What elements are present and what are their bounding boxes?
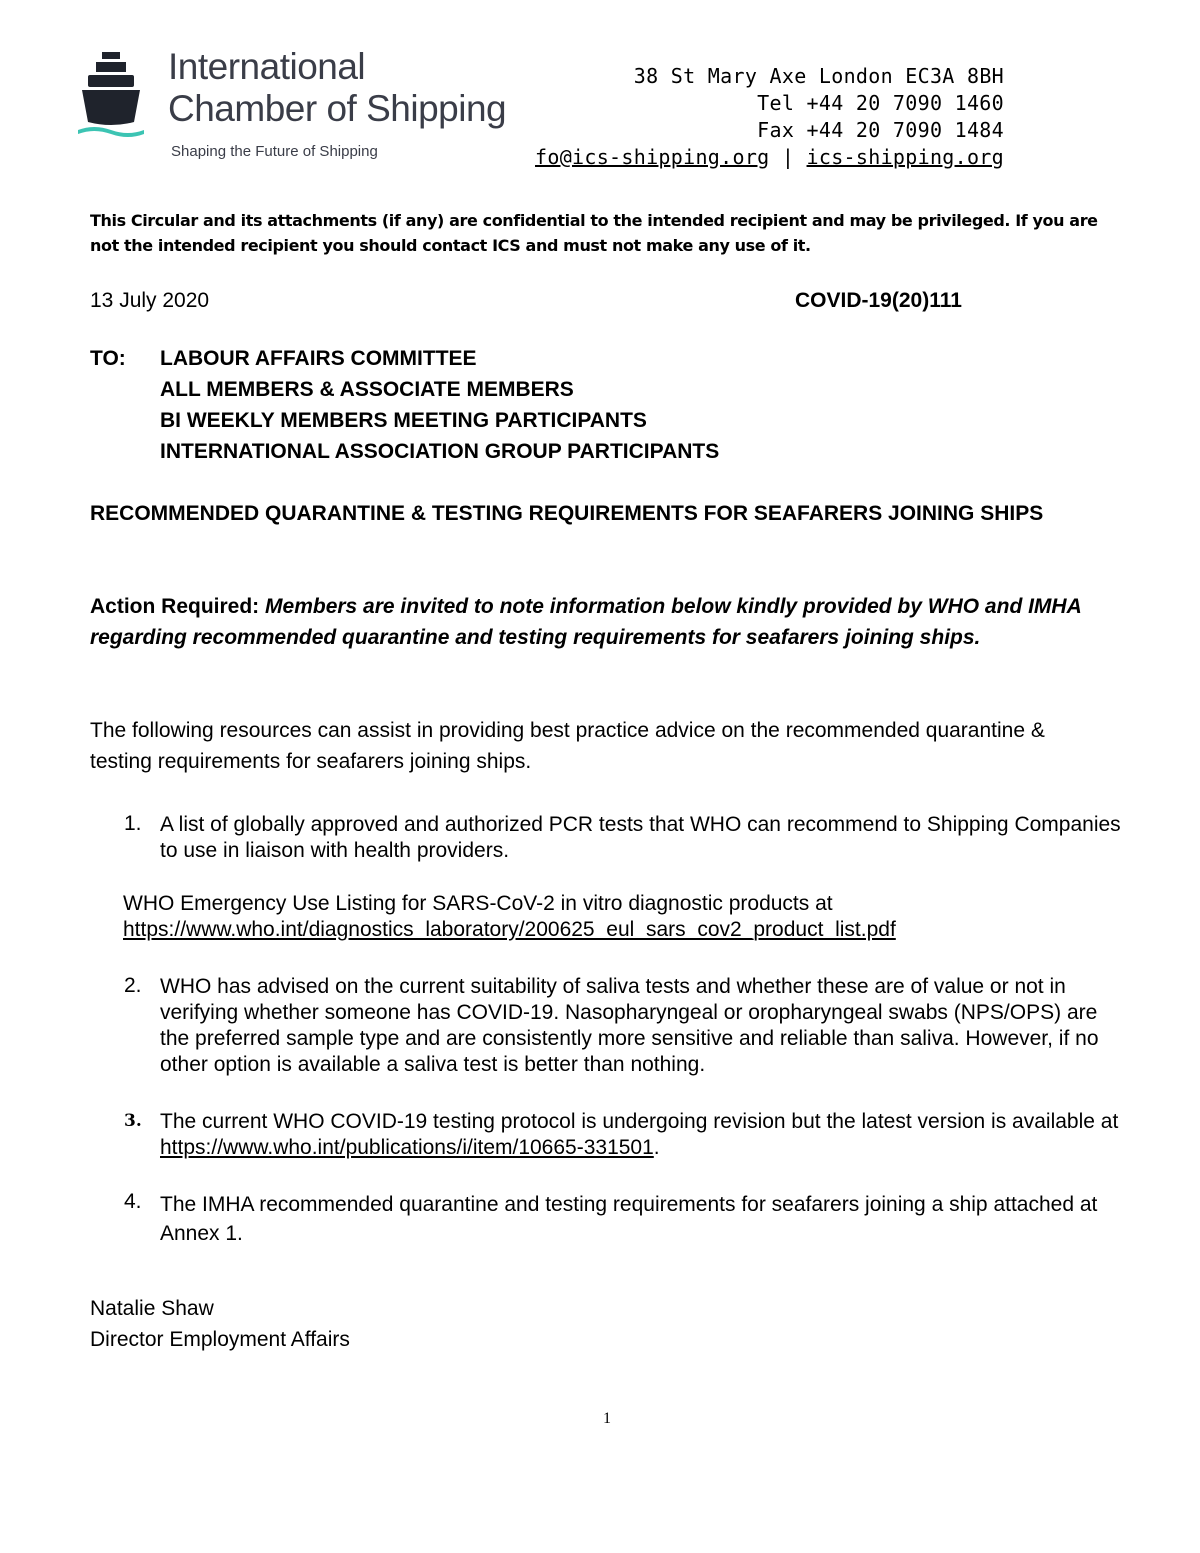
list-item-text: WHO has advised on the current suitability of saliva tests and whether these are of value or not in verifying whether someone has COVID-19. Nasopharyngeal or oropharyngeal swabs (NPS/OPS) are the preferred sample type and are consistently more sensitive and reliable than saliva. However, if no other option is available a saliva test is better than nothing. [160, 975, 1099, 1076]
action-required [90, 591, 1140, 653]
intro-paragraph: The following resources can assist in providing best practice advice on the recommended quarantine & testing requirements for seafarers joining ships. [90, 719, 1045, 773]
recipient-line: LABOUR AFFAIRS COMMITTEE [160, 347, 477, 370]
logo-title-line2: Chamber of Shipping [168, 88, 507, 129]
to-label: TO: [90, 347, 126, 370]
list-item-text: A list of globally approved and authorized PCR tests that WHO can recommend to Shipping Companies to use in liaison with health providers. [160, 813, 1121, 862]
logo-title-line1: International [168, 46, 366, 87]
recipient-line: BI WEEKLY MEMBERS MEETING PARTICIPANTS [160, 409, 647, 432]
who-protocol-link[interactable]: https://www.who.int/publications/i/item/10665-331501 [160, 1136, 654, 1159]
fax: Fax +44 20 7090 1484 [757, 118, 1004, 142]
ship-icon [76, 50, 146, 142]
list-item-text-after: . [653, 1136, 660, 1159]
list-item-text-before: The current WHO COVID-19 testing protocol is undergoing revision but the latest version is available at [160, 1110, 1119, 1133]
circular-date: 13 July 2020 [90, 289, 210, 312]
list-item-number: 1. [124, 812, 142, 835]
address-line: 38 St Mary Axe London EC3A 8BH [633, 64, 1004, 88]
page-number: 1 [603, 1410, 611, 1427]
subject-heading: RECOMMENDED QUARANTINE & TESTING REQUIREMENTS FOR SEAFARERS JOINING SHIPS [90, 502, 1044, 525]
circular-reference: COVID-19(20)111 [795, 289, 962, 312]
list-item-text [160, 1109, 1140, 1161]
list-item-text: The IMHA recommended quarantine and testing requirements for seafarers joining a ship attached at Annex 1. [160, 1193, 1098, 1245]
telephone: Tel +44 20 7090 1460 [757, 91, 1004, 115]
who-listing-text: WHO Emergency Use Listing for SARS-CoV-2 in vitro diagnostic products at [123, 892, 833, 915]
logo-tagline: Shaping the Future of Shipping [171, 143, 378, 160]
signatory-name: Natalie Shaw [90, 1297, 214, 1320]
who-listing-link[interactable]: https://www.who.int/diagnostics_laboratory/200625_eul_sars_cov2_product_list.pdf [123, 918, 896, 941]
separator: | [781, 145, 795, 169]
ics-logo [76, 46, 556, 165]
confidential-notice: This Circular and its attachments (if any) are confidential to the intended recipient and may be privileged. If you are not the intended recipient you should contact ICS and must not make any use of it. [90, 211, 1098, 255]
list-item-number: 2. [124, 974, 142, 997]
contact-links [535, 145, 1004, 169]
action-text: Members are invited to note information below kindly provided by WHO and IMHA regarding recommended quarantine and testing requirements for seafarers joining ships. [90, 595, 1081, 649]
email-link[interactable]: fo@ics-shipping.org [535, 145, 770, 169]
recipient-line: ALL MEMBERS & ASSOCIATE MEMBERS [160, 378, 574, 401]
website-link[interactable]: ics-shipping.org [806, 145, 1004, 169]
list-item-number: 3. [124, 1111, 142, 1131]
action-label: Action Required: [90, 595, 260, 618]
signatory-title: Director Employment Affairs [90, 1328, 350, 1351]
list-item-number: 4. [124, 1190, 142, 1213]
recipient-line: INTERNATIONAL ASSOCIATION GROUP PARTICIPANTS [160, 440, 720, 463]
